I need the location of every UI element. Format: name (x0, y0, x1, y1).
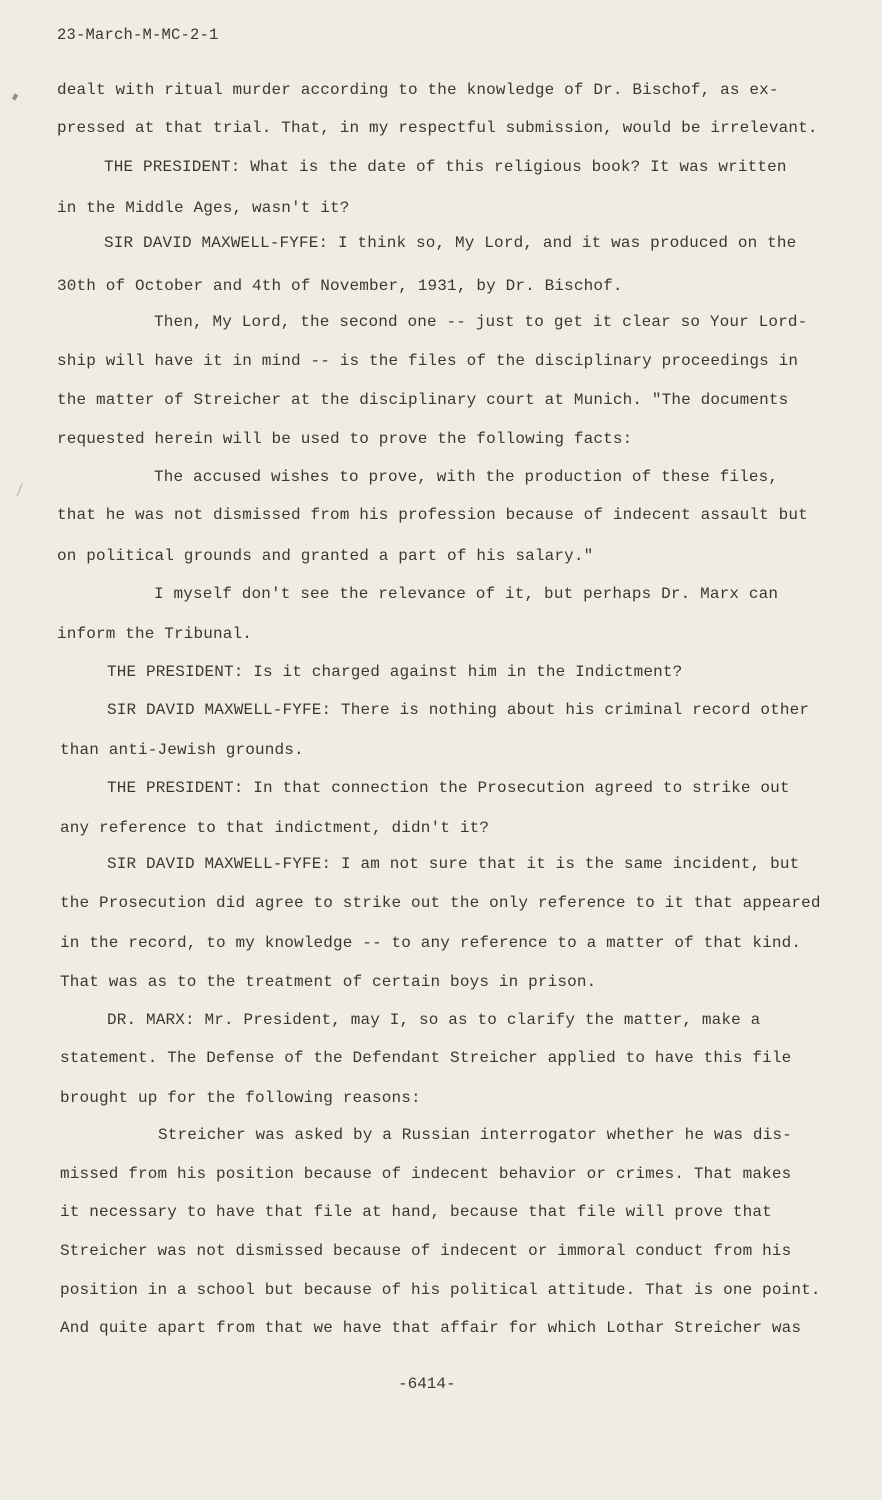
text-line: in the Middle Ages, wasn't it? (57, 199, 350, 217)
text-line: dealt with ritual murder according to the knowledge of Dr. Bischof, as ex- (57, 81, 779, 99)
text-line: it necessary to have that file at hand, because that file will prove that (60, 1203, 772, 1221)
text-line: Then, My Lord, the second one -- just to get it clear so Your Lord- (154, 313, 808, 331)
text-line: ship will have it in mind -- is the files of the disciplinary proceedings in (57, 352, 799, 370)
text-line: Streicher was not dismissed because of indecent or immoral conduct from his (60, 1242, 792, 1260)
ink-speck (12, 93, 18, 100)
text-line: SIR DAVID MAXWELL-FYFE: There is nothing about his criminal record other (107, 701, 810, 719)
text-line: requested herein will be used to prove the following facts: (57, 430, 633, 448)
text-line: missed from his position because of indecent behavior or crimes. That makes (60, 1165, 792, 1183)
text-line: any reference to that indictment, didn't it? (60, 819, 490, 837)
text-line: The accused wishes to prove, with the production of these files, (154, 468, 779, 486)
page-number: -6414- (398, 1375, 456, 1393)
text-line: in the record, to my knowledge -- to any reference to a matter of that kind. (60, 934, 802, 952)
text-line: than anti-Jewish grounds. (60, 741, 304, 759)
text-line: I myself don't see the relevance of it, but perhaps Dr. Marx can (154, 585, 779, 603)
text-line: the matter of Streicher at the disciplinary court at Munich. "The documents (57, 391, 789, 409)
text-line: Streicher was asked by a Russian interrogator whether he was dis- (158, 1126, 792, 1144)
text-line: the Prosecution did agree to strike out the only reference to it that appeared (60, 894, 821, 912)
text-line: THE PRESIDENT: What is the date of this religious book? It was written (104, 158, 787, 176)
text-line: on political grounds and granted a part of his salary." (57, 547, 594, 565)
text-line: position in a school but because of his political attitude. That is one point. (60, 1281, 821, 1299)
text-line: THE PRESIDENT: Is it charged against him in the Indictment? (107, 663, 683, 681)
text-line: And quite apart from that we have that affair for which Lothar Streicher was (60, 1319, 802, 1337)
text-line: SIR DAVID MAXWELL-FYFE: I am not sure that it is the same incident, but (107, 855, 800, 873)
text-line: that he was not dismissed from his profession because of indecent assault but (57, 506, 808, 524)
pencil-mark (16, 483, 22, 496)
text-line: brought up for the following reasons: (60, 1089, 421, 1107)
text-line: SIR DAVID MAXWELL-FYFE: I think so, My Lord, and it was produced on the (104, 234, 797, 252)
text-line: statement. The Defense of the Defendant Streicher applied to have this file (60, 1049, 792, 1067)
text-line: DR. MARX: Mr. President, may I, so as to clarify the matter, make a (107, 1011, 761, 1029)
text-line: inform the Tribunal. (57, 625, 253, 643)
text-line: pressed at that trial. That, in my respectful submission, would be irrelevant. (57, 119, 818, 137)
text-line: 30th of October and 4th of November, 1931, by Dr. Bischof. (57, 277, 623, 295)
text-line: That was as to the treatment of certain boys in prison. (60, 973, 597, 991)
document-code: 23-March-M-MC-2-1 (57, 26, 219, 44)
text-line: THE PRESIDENT: In that connection the Prosecution agreed to strike out (107, 779, 790, 797)
